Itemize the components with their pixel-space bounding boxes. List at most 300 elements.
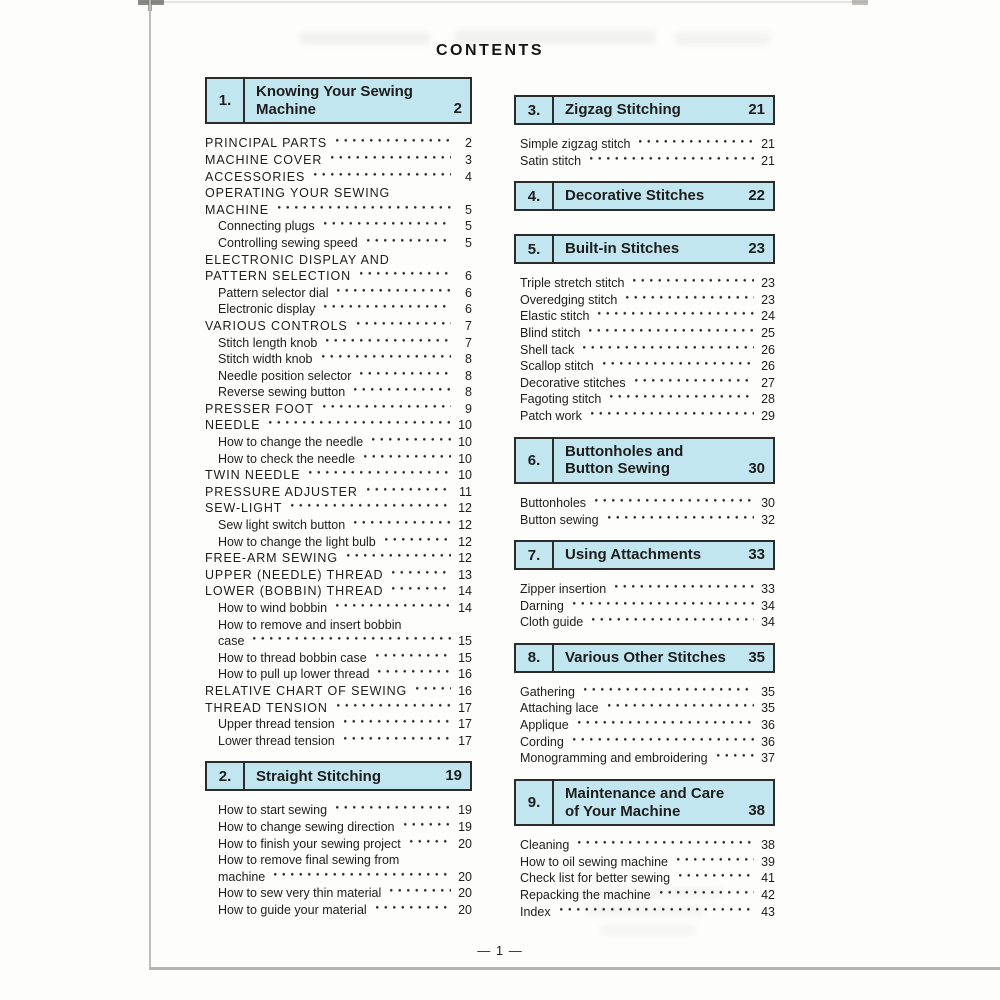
toc-entry-page: 15: [458, 634, 472, 649]
section-title: [565, 443, 748, 478]
dot-leader: [579, 342, 754, 359]
toc-entry-label: How to change the light bulb: [218, 534, 376, 549]
contents-page: [205, 0, 775, 920]
dot-leader: [569, 734, 754, 751]
toc-entry-label: SEW-LIGHT: [205, 501, 283, 516]
toc-entry-label: Decorative stitches: [520, 375, 626, 390]
toc-entry: [205, 836, 472, 853]
toc-entry-page: 35: [761, 701, 775, 716]
section-header-body: [554, 542, 773, 568]
toc-entry-label: PRINCIPAL PARTS: [205, 136, 328, 151]
section-title-line: Decorative Stitches: [565, 187, 705, 205]
toc-list: [514, 275, 775, 424]
dot-leader: [310, 169, 451, 186]
toc-entry-label: Overedging stitch: [520, 292, 618, 307]
toc-entry-label: How to thread bobbin case: [218, 650, 367, 665]
dot-leader: [332, 135, 451, 152]
toc-entry: [514, 408, 775, 425]
toc-entry-label: Lower thread tension: [218, 733, 335, 748]
toc-entry-page: 16: [458, 683, 472, 698]
dot-leader: [713, 750, 754, 767]
toc-entry-page: 6: [465, 269, 472, 284]
toc-entry-label: Scallop stitch: [520, 359, 594, 374]
toc-entry-page: 5: [465, 202, 472, 217]
section-number: 8.: [516, 645, 554, 671]
dot-leader: [606, 391, 754, 408]
toc-entry: [205, 368, 472, 385]
section-page-number: 2: [453, 100, 462, 118]
toc-entry-page: 38: [761, 838, 775, 853]
toc-entry-page: 8: [465, 368, 472, 383]
toc-entry: [205, 617, 472, 634]
toc-entry: [205, 666, 472, 683]
dot-leader: [388, 583, 451, 600]
toc-entry-label: Buttonholes: [520, 495, 587, 510]
section-header-1: [205, 77, 472, 124]
dot-leader: [629, 275, 754, 292]
toc-entry: [205, 716, 472, 733]
toc-entry: [514, 837, 775, 854]
toc-entry-page: 36: [761, 734, 775, 749]
dot-leader: [322, 335, 451, 352]
toc-list: [205, 802, 472, 918]
toc-entry-page: 10: [458, 451, 472, 466]
toc-list: [514, 581, 775, 631]
section-header-7: [514, 540, 775, 570]
toc-entry-label: NEEDLE: [205, 418, 261, 433]
dot-leader: [372, 902, 451, 919]
toc-entry-label: Stitch width knob: [218, 352, 313, 367]
dot-leader: [585, 325, 754, 342]
toc-entry-label: VARIOUS CONTROLS: [205, 318, 348, 333]
toc-list: [205, 135, 472, 749]
dot-leader: [574, 717, 754, 734]
toc-entry-label: How to change sewing direction: [218, 819, 395, 834]
section-number: 1.: [207, 79, 245, 122]
toc-entry-page: 42: [761, 888, 775, 902]
dot-leader: [360, 451, 451, 468]
toc-entry-label: Simple zigzag stitch: [520, 137, 631, 151]
dot-leader: [604, 512, 754, 529]
toc-entry-page: 23: [761, 276, 775, 291]
toc-entry: [514, 854, 775, 871]
dot-leader: [587, 408, 754, 425]
toc-entry-label: How to oil sewing machine: [520, 854, 668, 869]
dot-leader: [320, 218, 451, 235]
toc-entry: [205, 600, 472, 617]
toc-entry-page: 35: [761, 684, 775, 699]
section-page-number: 33: [748, 546, 765, 564]
toc-entry-page: 41: [761, 871, 775, 886]
section-title-line: Built-in Stitches: [565, 240, 680, 258]
toc-entry-label: Index: [520, 904, 551, 919]
toc-entry-label: Darning: [520, 598, 564, 613]
toc-entry-page: 26: [761, 359, 775, 374]
section-page-number: 23: [748, 240, 765, 258]
section-number: 2.: [207, 763, 245, 789]
toc-entry-page: 20: [458, 869, 472, 884]
toc-entry-label: Elastic stitch: [520, 309, 590, 324]
toc-entry: [205, 650, 472, 667]
toc-entry-page: 6: [465, 285, 472, 300]
toc-entry: [514, 391, 775, 408]
toc-entry-label: Fagoting stitch: [520, 392, 602, 407]
page-title: CONTENTS: [436, 42, 544, 59]
toc-entry-label: UPPER (NEEDLE) THREAD: [205, 567, 384, 582]
dot-leader: [333, 700, 451, 717]
dot-leader: [622, 292, 754, 309]
dot-leader: [327, 152, 451, 169]
toc-entry-label: Repacking the machine: [520, 888, 651, 902]
toc-entry-label: Shell tack: [520, 342, 575, 357]
dot-leader: [350, 517, 451, 534]
toc-entry-label: Blind stitch: [520, 325, 581, 340]
section-title: [256, 768, 445, 786]
toc-entry-label: Cording: [520, 734, 564, 749]
dot-leader: [265, 417, 451, 434]
dot-leader: [569, 598, 754, 615]
toc-entry: [514, 614, 775, 631]
dot-leader: [363, 235, 451, 252]
dot-leader: [388, 567, 451, 584]
dot-leader: [340, 716, 451, 733]
toc-entry: [205, 252, 472, 269]
toc-entry-label: MACHINE: [205, 202, 269, 217]
toc-entry-label: case: [218, 634, 245, 649]
toc-entry-label: Attaching lace: [520, 701, 599, 716]
toc-entry-label: ELECTRONIC DISPLAY AND: [205, 252, 390, 267]
toc-entry: [205, 802, 472, 819]
toc-entry-page: 34: [761, 598, 775, 613]
dot-leader: [249, 633, 451, 650]
toc-entry-page: 17: [458, 700, 472, 715]
section-title-line: Maintenance and Care: [565, 784, 725, 802]
toc-entry-label: OPERATING YOUR SEWING: [205, 186, 391, 201]
toc-entry-page: 21: [761, 137, 775, 151]
section-header-5: [514, 234, 775, 264]
toc-entry-label: TWIN NEEDLE: [205, 468, 301, 483]
toc-entry-page: 7: [465, 335, 472, 350]
toc-entry-label: Cleaning: [520, 838, 570, 853]
toc-entry-page: 17: [458, 717, 472, 732]
dot-leader: [406, 836, 451, 853]
toc-entry-label: RELATIVE CHART OF SEWING: [205, 683, 408, 698]
section-header-body: [554, 645, 773, 671]
section-title-line: Knowing Your Sewing: [256, 83, 413, 100]
toc-entry: [514, 734, 775, 751]
dot-leader: [591, 495, 754, 512]
toc-entry-page: 8: [465, 385, 472, 400]
dot-leader: [372, 650, 451, 667]
bleed-through-artifact: [600, 925, 696, 935]
toc-entry-page: 12: [458, 501, 472, 516]
dot-leader: [386, 885, 451, 902]
toc-entry: [205, 451, 472, 468]
toc-entry-page: 9: [465, 401, 472, 416]
section-page-number: 22: [748, 187, 765, 205]
toc-entry-label: Triple stretch stitch: [520, 276, 625, 291]
toc-entry: [205, 819, 472, 836]
section-page-number: 19: [445, 767, 462, 785]
toc-entry-label: Upper thread tension: [218, 717, 335, 732]
section-header-body: [554, 439, 773, 482]
toc-entry: [514, 358, 775, 375]
toc-entry-page: 16: [458, 667, 472, 682]
toc-entry: [205, 434, 472, 451]
dot-leader: [368, 434, 451, 451]
toc-entry-label: How to sew very thin material: [218, 886, 382, 901]
toc-entry-label: How to remove and insert bobbin: [218, 617, 402, 632]
toc-entry-label: Satin stitch: [520, 153, 582, 168]
toc-entry-page: 36: [761, 718, 775, 733]
toc-entry-label: How to start sewing: [218, 803, 328, 818]
toc-entry: [205, 135, 472, 152]
section-page-number: 38: [748, 802, 765, 820]
toc-entry-label: MACHINE COVER: [205, 152, 323, 167]
section-number: 7.: [516, 542, 554, 568]
section-title: [565, 101, 748, 119]
toc-entry: [514, 325, 775, 342]
toc-entry-label: Check list for better sewing: [520, 871, 671, 886]
toc-entry: [514, 870, 775, 887]
section-header-3: [514, 95, 775, 125]
scan-corner-mark: [852, 0, 868, 5]
dot-leader: [611, 581, 754, 598]
dot-leader: [305, 467, 451, 484]
dot-leader: [631, 375, 754, 392]
toc-entry: [205, 417, 472, 434]
toc-entry: [205, 550, 472, 567]
toc-entry-label: Zipper insertion: [520, 582, 607, 597]
toc-entry-page: 21: [761, 153, 775, 168]
toc-entry: [205, 517, 472, 534]
toc-entry-page: 32: [761, 512, 775, 527]
toc-entry-label: PRESSER FOOT: [205, 401, 314, 416]
toc-entry-page: 8: [465, 352, 472, 367]
toc-entry-page: 4: [465, 169, 472, 184]
dot-leader: [274, 202, 451, 219]
toc-entry-page: 33: [761, 582, 775, 597]
toc-entry: [514, 275, 775, 292]
toc-entry-page: 15: [458, 650, 472, 665]
dot-leader: [412, 683, 451, 700]
toc-entry: [205, 285, 472, 302]
toc-entry: [514, 512, 775, 529]
toc-entry-page: 43: [761, 904, 775, 919]
toc-columns: [205, 77, 775, 920]
toc-entry-page: 10: [458, 435, 472, 450]
toc-entry-page: 20: [458, 886, 472, 901]
dot-leader: [594, 308, 754, 325]
toc-entry: [514, 887, 775, 904]
toc-entry-label: Gathering: [520, 684, 575, 699]
section-title-line: Buttonholes and: [565, 442, 684, 460]
toc-list: [514, 837, 775, 920]
toc-entry-label: LOWER (BOBBIN) THREAD: [205, 584, 384, 599]
dot-leader: [332, 600, 451, 617]
column-right: [514, 77, 775, 920]
section-header-body: [554, 183, 773, 209]
toc-entry: [205, 500, 472, 517]
toc-entry: [205, 301, 472, 318]
toc-entry-page: 5: [465, 219, 472, 234]
section-header-2: [205, 761, 472, 791]
section-title: [565, 785, 748, 820]
toc-entry: [205, 885, 472, 902]
section-header-8: [514, 643, 775, 673]
toc-entry-page: 28: [761, 392, 775, 407]
toc-entry: [205, 467, 472, 484]
toc-entry-page: 26: [761, 342, 775, 357]
toc-entry-page: 7: [465, 318, 472, 333]
dot-leader: [319, 401, 451, 418]
section-title: [565, 649, 748, 667]
toc-entry: [514, 598, 775, 615]
toc-entry: [514, 153, 775, 170]
toc-entry: [205, 852, 472, 869]
dot-leader: [604, 700, 754, 717]
toc-entry: [205, 351, 472, 368]
toc-entry-page: 12: [458, 534, 472, 549]
section-title-line: Straight Stitching: [256, 767, 381, 785]
toc-entry-page: 20: [458, 836, 472, 851]
toc-entry: [205, 235, 472, 252]
dot-leader: [381, 534, 451, 551]
dot-leader: [270, 869, 451, 886]
section-title-line: Button Sewing: [565, 460, 670, 478]
toc-entry: [205, 567, 472, 584]
section-page-number: 30: [748, 459, 765, 477]
toc-entry-label: Controlling sewing speed: [218, 235, 358, 250]
section-title-line: of Your Machine: [565, 802, 681, 820]
toc-entry-label: Button sewing: [520, 512, 599, 527]
section-number: 4.: [516, 183, 554, 209]
section-title: [565, 240, 748, 258]
toc-entry-label: PATTERN SELECTION: [205, 269, 352, 284]
toc-entry: [205, 700, 472, 717]
toc-entry-label: Electronic display: [218, 302, 316, 317]
toc-list: [514, 136, 775, 169]
section-header-6: [514, 437, 775, 484]
toc-entry: [205, 583, 472, 600]
toc-entry-page: 23: [761, 292, 775, 307]
toc-entry: [205, 202, 472, 219]
toc-entry-label: Applique: [520, 718, 569, 733]
section-title: [565, 187, 748, 205]
section-page-number: 35: [748, 648, 765, 666]
toc-entry-page: 14: [458, 584, 472, 599]
toc-entry-label: ACCESSORIES: [205, 169, 306, 184]
section-title: [565, 546, 748, 564]
toc-entry-page: 20: [458, 902, 472, 917]
dot-leader: [356, 268, 451, 285]
toc-entry-label: Needle position selector: [218, 368, 352, 383]
toc-entry: [205, 318, 472, 335]
page-number-footer: — 1 —: [477, 943, 523, 958]
dot-leader: [656, 887, 754, 904]
toc-entry: [514, 375, 775, 392]
toc-entry-label: Stitch length knob: [218, 335, 318, 350]
toc-entry: [514, 342, 775, 359]
section-number: 9.: [516, 781, 554, 824]
section-title: [256, 83, 454, 118]
dot-leader: [353, 318, 451, 335]
dot-leader: [580, 684, 754, 701]
dot-leader: [675, 870, 754, 887]
toc-entry: [205, 384, 472, 401]
toc-entry-label: How to wind bobbin: [218, 601, 328, 615]
toc-entry: [205, 268, 472, 285]
dot-leader: [599, 358, 754, 375]
dot-leader: [586, 153, 754, 170]
toc-entry-page: 2: [465, 136, 472, 151]
toc-entry: [514, 717, 775, 734]
dot-leader: [400, 819, 452, 836]
dot-leader: [635, 136, 754, 153]
section-title-line: Machine: [256, 100, 317, 118]
section-number: 6.: [516, 439, 554, 482]
column-left: [205, 77, 472, 919]
toc-entry-page: 6: [465, 302, 472, 317]
toc-entry-label: Patch work: [520, 408, 582, 423]
toc-entry: [514, 292, 775, 309]
toc-entry: [205, 633, 472, 650]
toc-entry-label: How to change the needle: [218, 435, 364, 450]
toc-entry: [514, 700, 775, 717]
toc-entry-page: 13: [458, 567, 472, 582]
toc-entry: [205, 401, 472, 418]
section-header-body: [554, 236, 773, 262]
toc-entry-label: THREAD TENSION: [205, 700, 328, 715]
toc-entry-label: PRESSURE ADJUSTER: [205, 484, 358, 499]
toc-entry: [205, 484, 472, 501]
dot-leader: [350, 384, 451, 401]
section-header-body: [245, 763, 470, 789]
toc-entry-label: How to pull up lower thread: [218, 667, 370, 682]
dot-leader: [343, 550, 451, 567]
section-header-body: [245, 79, 470, 122]
toc-entry-page: 10: [458, 418, 472, 433]
toc-entry: [205, 869, 472, 886]
toc-entry-page: 25: [761, 325, 775, 340]
toc-entry: [205, 534, 472, 551]
section-header-9: [514, 779, 775, 826]
toc-entry-label: Cloth guide: [520, 615, 584, 630]
toc-entry-page: 30: [761, 495, 775, 510]
toc-entry-label: How to finish your sewing project: [218, 836, 401, 851]
dot-leader: [574, 837, 754, 854]
toc-entry: [205, 169, 472, 186]
dot-leader: [588, 614, 754, 631]
toc-entry-page: 17: [458, 733, 472, 748]
toc-entry-page: 11: [459, 484, 472, 499]
section-page-number: 21: [748, 101, 765, 118]
toc-entry: [514, 684, 775, 701]
toc-entry: [514, 904, 775, 921]
toc-entry-page: 27: [761, 375, 775, 390]
toc-entry: [514, 750, 775, 767]
toc-entry-page: 10: [458, 468, 472, 483]
toc-entry-label: Sew light switch button: [218, 518, 346, 533]
toc-entry: [205, 218, 472, 235]
toc-entry-page: 29: [761, 408, 775, 423]
page-bottom-edge: [149, 967, 1000, 970]
toc-entry: [514, 581, 775, 598]
toc-list: [514, 495, 775, 528]
toc-entry-label: How to remove final sewing from: [218, 853, 400, 868]
dot-leader: [673, 854, 754, 871]
toc-entry-page: 34: [761, 615, 775, 630]
